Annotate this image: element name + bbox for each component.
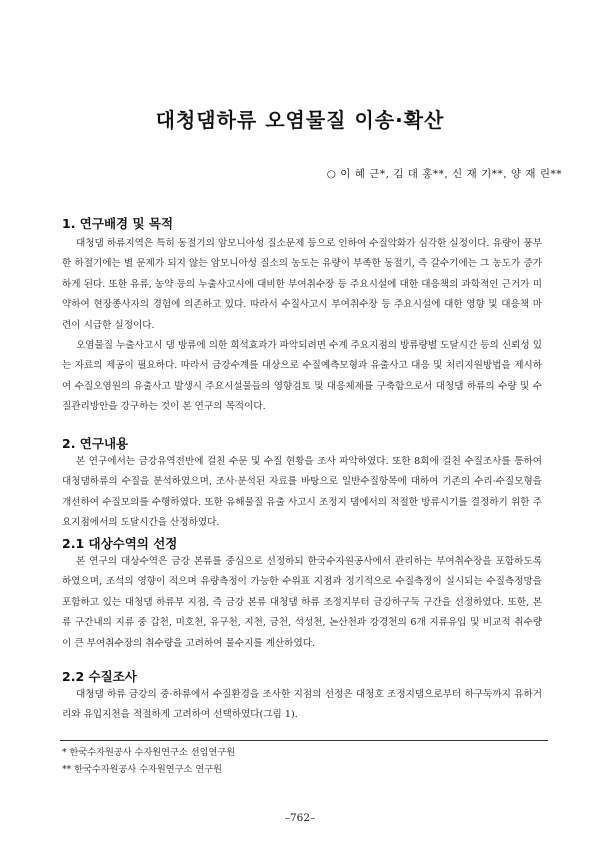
paragraph-water-survey: 대청댐 하류 금강의 중·하류에서 수질환경을 조사한 지점의 선정은 대청호 조정지댐으로부터 하구둑까지 유하거리와 유입지천을 적절하게 고려하여 선택하였다(그림 1). bbox=[62, 689, 542, 721]
section-heading-water-survey: 2.2 수질조사 bbox=[62, 669, 137, 684]
paragraph-background-1: 대청댐 하류지역은 특히 동절기의 암모니아성 질소문제 등으로 인하여 수질악화가 심각한 실정이다. 유량이 풍부한 하절기에는 별 문제가 되지 않는 암모니아성 질소의 농도는 유량이 부족한 동절기, 즉 갈수기에는 그 농도가 증가하게 된다. 또한 유류, 농약 등의 누출사고시에 대비한 부여취수장 등 주요시설에 대한 대응책의 과학적인 근거가 미약하여 현장종사자의 경험에 의존하고 있다. 따라서 수질사고시 부여취수장 등 주요시설에 대한 영향 및 대응책 마련이 시급한 실정이다. bbox=[62, 238, 542, 331]
footnote-divider bbox=[60, 740, 548, 741]
paragraph-background-2: 오염물질 누출사고시 댐 방류에 의한 희석효과가 파악되려면 수계 주요지점의 방류량별 도달시간 등의 신뢰성 있는 자료의 제공이 필요하다. 따라서 금강수계를 대상으로 수질예측모형과 유출사고 대응 및 처리지원방법을 제시하여 수질오염원의 유출사고 발생시 주요시설물들의 영향검토 및 대응체제를 구축함으로서 대청댐 하류의 수량 및 수질관리방안을 강구하는 것이 본 연구의 목적이다. bbox=[62, 340, 542, 413]
paper-title: 대청댐하류 오염물질 이송·확산 bbox=[155, 108, 445, 132]
section-heading-contents: 2. 연구내용 bbox=[62, 436, 129, 451]
footnote-2: ** 한국수자원공사 수자원연구소 연구원 bbox=[62, 764, 222, 775]
footnote-1: * 한국수자원공사 수자원연구소 선임연구원 bbox=[62, 747, 236, 758]
paragraph-contents: 본 연구에서는 금강유역전반에 걸친 수문 및 수질 현황을 조사 파악하였다. 또한 8회에 걸친 수질조사를 통하여 대청댐하류의 수질을 분석하였으며, 조사·분석된 자료를 바탕으로 일반수질항목에 대하여 기존의 수리·수질모형을 개선하여 수질모의를 수행하였다. 또한 유해물질 유출 사고시 조정지 댐에서의 적절한 방류시기를 결정하기 위한 주요지점에서의 도달시간을 산정하였다. bbox=[62, 456, 542, 529]
page-number: –762– bbox=[284, 812, 316, 824]
paragraph-study-area: 본 연구의 대상수역은 금강 본류를 중심으로 선정하되 한국수자원공사에서 관리하는 부여취수장을 포함하도록 하였으며, 조석의 영향이 적으며 유량측정이 가능한 수위표 지점과 정기적으로 수질측정이 실시되는 수질측정망을 포함하고 있는 대청댐 하류부 지점, 즉 금강 본류 대청댐 하류 조정지부터 금강하구둑 구간을 선정하였다. 또한, 본류 구간내의 지류 중 갑천, 미호천, 유구천, 지천, 금천, 석성천, 논산천과 강경천의 6개 지류유입 및 비교적 취수량이 큰 부여취수장의 취수량을 고려하여 물수지를 계산하였다. bbox=[62, 556, 542, 649]
author-list: ○ 이 혜 근*, 김 대 홍**, 신 재 기**, 양 재 린** bbox=[326, 168, 562, 180]
section-heading-background: 1. 연구배경 및 목적 bbox=[62, 216, 174, 231]
section-heading-study-area: 2.1 대상수역의 선정 bbox=[62, 536, 178, 551]
